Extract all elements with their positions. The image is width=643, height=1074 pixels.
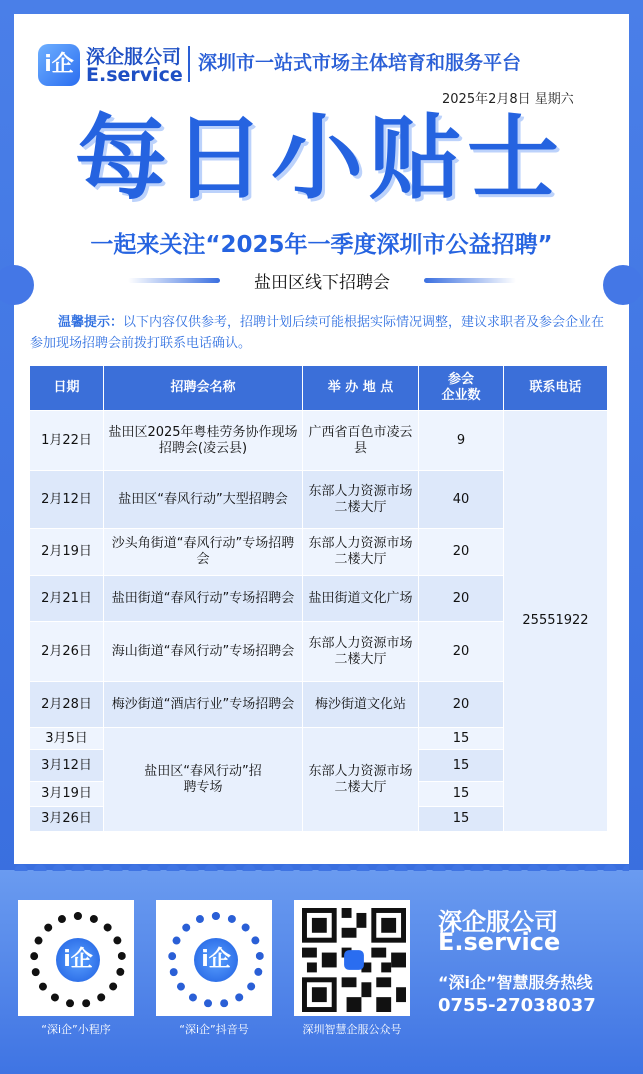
row-place: 广西省百色市凌云县 (303, 411, 419, 471)
row-count: 15 (419, 750, 504, 782)
row-name: 沙头角街道“春风行动”专场招聘会 (104, 529, 303, 576)
post-date: 2025年2月8日 星期六 (442, 92, 574, 107)
row-name: 海山街道“春风行动”专场招聘会 (104, 622, 303, 682)
qr-label-douyin: “深i企”抖音号 (179, 1023, 249, 1036)
col-header-date: 日期 (30, 366, 104, 411)
col-header-count: 参会 企业数 (419, 366, 504, 411)
row-place: 东部人力资源市场二楼大厅 (303, 728, 419, 832)
row-count: 20 (419, 576, 504, 622)
row-place: 盐田街道文化广场 (303, 576, 419, 622)
row-place: 梅沙街道文化站 (303, 682, 419, 728)
notice-body: 以下内容仅供参考，招聘计划后续可能根据实际情况调整，建议求职者及参会企业在参加现场招聘会前拨打联系电话确认。 (30, 315, 605, 351)
row-count: 40 (419, 471, 504, 529)
row-count: 15 (419, 807, 504, 832)
row-date: 3月26日 (30, 807, 104, 832)
col-header-place: 举 办 地 点 (303, 366, 419, 411)
row-place: 东部人力资源市场二楼大厅 (303, 529, 419, 576)
row-count: 15 (419, 728, 504, 750)
job-fair-table (29, 365, 608, 832)
row-date: 2月28日 (30, 682, 104, 728)
row-date: 1月22日 (30, 411, 104, 471)
row-count: 15 (419, 782, 504, 807)
qr-label-mini-program: “深i企”小程序 (41, 1023, 111, 1036)
row-date: 3月5日 (30, 728, 104, 750)
row-date: 2月21日 (30, 576, 104, 622)
qr-center-logo-icon: i企 (194, 938, 238, 982)
row-place: 东部人力资源市场二楼大厅 (303, 471, 419, 529)
row-count: 20 (419, 529, 504, 576)
row-count: 20 (419, 622, 504, 682)
footer-brand-en: E.service (438, 928, 561, 956)
row-name: 梅沙街道“酒店行业”专场招聘会 (104, 682, 303, 728)
hotline-number[interactable]: 0755-27038037 (438, 995, 596, 1016)
row-name: 盐田区2025年粤桂劳务协作现场招聘会(凌云县) (104, 411, 303, 471)
qr-center-logo-icon: i企 (56, 938, 100, 982)
subtitle: 一起来关注“2025年一季度深圳市公益招聘” (90, 232, 553, 258)
scallop-edge-bottom (14, 857, 629, 871)
table-row (30, 411, 608, 471)
row-name: 盐田街道“春风行动”专场招聘会 (104, 576, 303, 622)
footer-brand-cn: 深企服公司 (438, 908, 558, 936)
platform-title: 深圳市一站式市场主体培育和服务平台 (198, 52, 522, 74)
table-header-row (30, 366, 608, 411)
wechat-official-qr-icon[interactable] (294, 900, 410, 1016)
notice-text (30, 312, 610, 354)
col-header-phone: 联系电话 (504, 366, 608, 411)
row-name: 盐田区“春风行动”大型招聘会 (104, 471, 303, 529)
row-place: 东部人力资源市场二楼大厅 (303, 622, 419, 682)
hotline-label: “深i企”智慧服务热线 (438, 973, 593, 992)
contact-phone: 25551922 (504, 411, 608, 832)
brand-logo-icon: i企 (38, 44, 80, 86)
row-count: 20 (419, 682, 504, 728)
qr-code-pattern (302, 908, 406, 1012)
col-header-name: 招聘会名称 (104, 366, 303, 411)
row-date: 2月26日 (30, 622, 104, 682)
ticket-notch-right (603, 265, 643, 305)
heading-line-right (424, 278, 516, 283)
row-date: 2月19日 (30, 529, 104, 576)
brand-name-en: E.service (86, 64, 183, 86)
douyin-qr-icon[interactable] (156, 900, 272, 1016)
section-heading (128, 268, 516, 292)
heading-line-left (128, 278, 220, 283)
row-count: 9 (419, 411, 504, 471)
qr-label-wechat: 深圳智慧企服公众号 (302, 1023, 402, 1036)
section-heading-text: 盐田区线下招聘会 (254, 273, 390, 293)
row-date: 3月12日 (30, 750, 104, 782)
scallop-edge-top (14, 7, 629, 21)
mini-program-qr-icon[interactable] (18, 900, 134, 1016)
row-date: 2月12日 (30, 471, 104, 529)
header-divider (188, 46, 190, 82)
main-title: 每日小贴士 (74, 105, 565, 212)
row-date: 3月19日 (30, 782, 104, 807)
brand-name-cn: 深企服公司 (86, 46, 182, 68)
row-name: 盐田区“春风行动”招聘专场 (104, 728, 303, 832)
notice-label: 温馨提示： (58, 315, 124, 330)
